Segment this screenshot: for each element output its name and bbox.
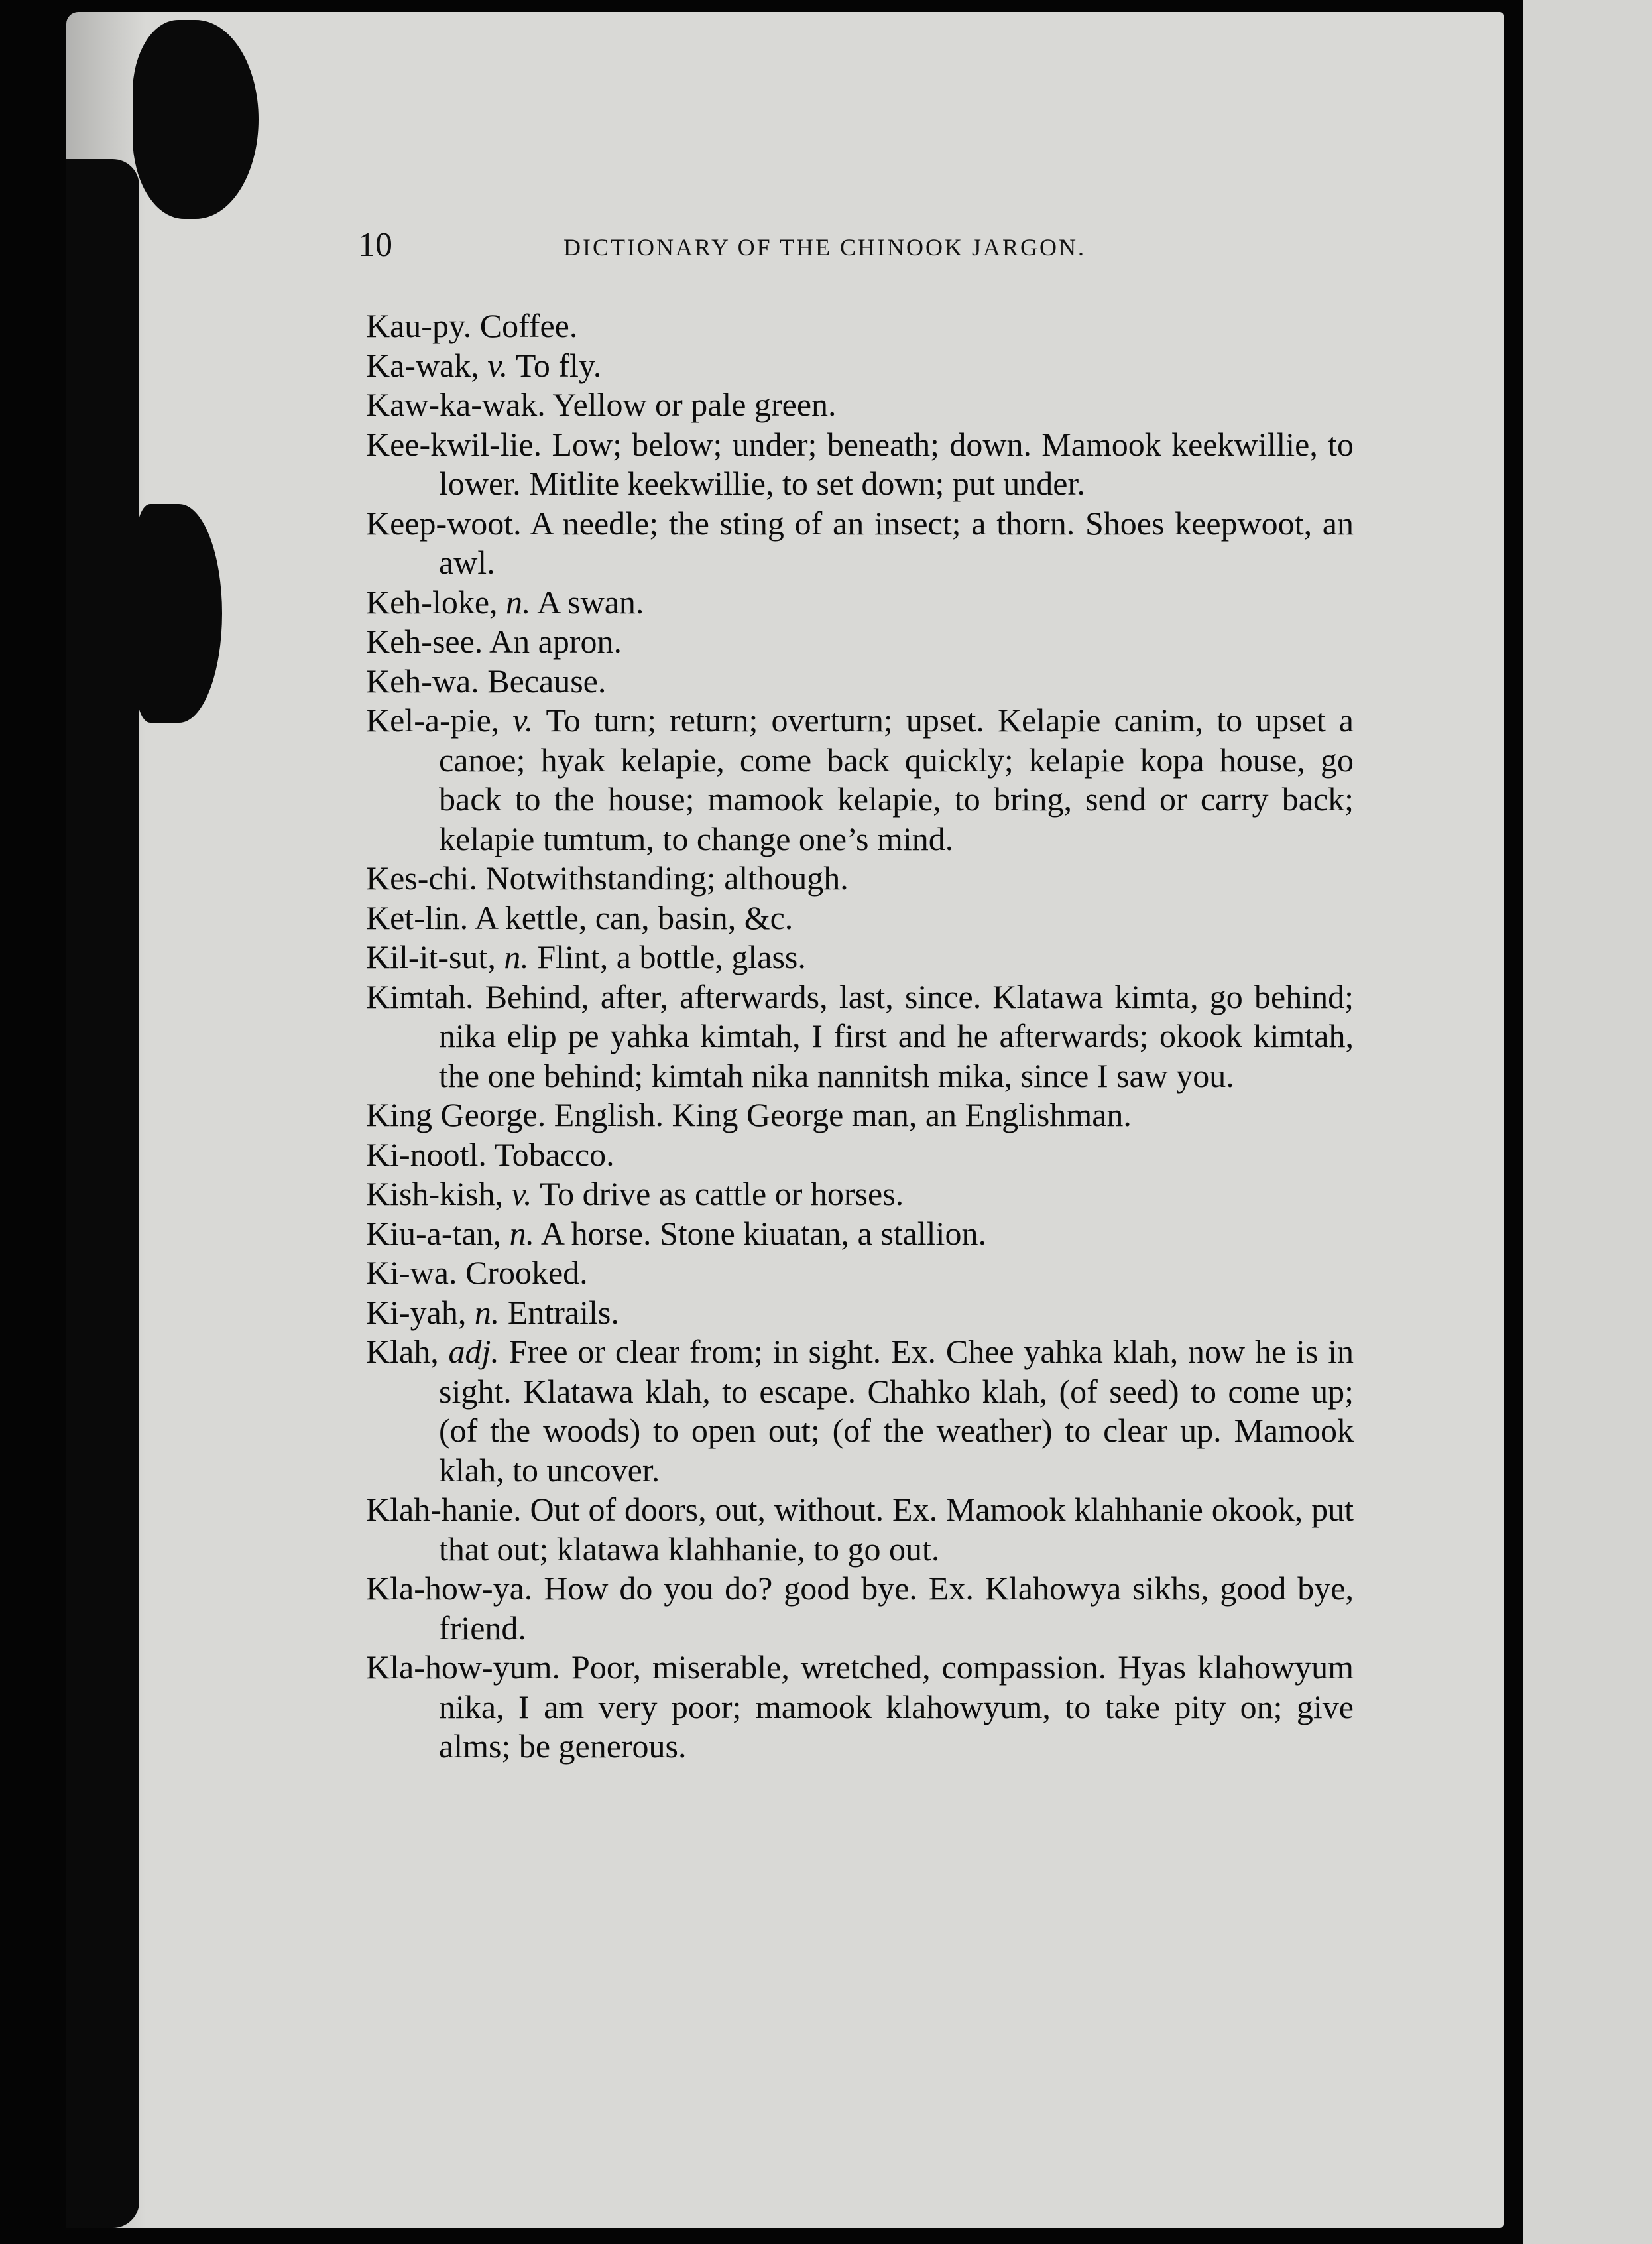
entry-definition: Flint, a bottle, glass. [537,938,806,975]
page-header [358,225,1213,279]
dictionary-entry [366,425,1354,504]
entry-headword: Klah, [366,1333,439,1370]
dictionary-entry [366,1095,1354,1135]
dictionary-entry [366,306,1354,346]
entry-part-of-speech: v. [511,1175,532,1212]
entry-definition: Out of doors, out, without. Ex. Mamook klahhanie okook, put that out; klatawa klahhanie, to go out. [439,1491,1354,1568]
entry-definition: Notwithstanding; although. [485,859,849,897]
running-title: DICTIONARY OF THE CHINOOK JARGON. [563,234,1087,261]
entry-headword: Keh-see. [366,623,483,660]
entry-headword: Ki-nootl. [366,1135,487,1173]
dictionary-entry [366,1648,1354,1767]
dictionary-entry [366,622,1354,662]
entry-part-of-speech: n. [509,1214,535,1252]
dictionary-entry [366,977,1354,1096]
entry-definition: How do you do? good bye. Ex. Klahowya sikhs, good bye, friend. [439,1570,1354,1647]
entry-headword: Klah-hanie. [366,1491,522,1528]
entry-definition: Free or clear from; in sight. Ex. Chee yahka klah, now he is in sight. Klatawa klah, to escape. Chahko klah, (of seed) to come up; (of the woods) to open out; (of the weather) to clear up. Mamook klah, to uncover. [439,1333,1354,1489]
entry-definition: English. King George man, an Englishman. [554,1096,1132,1133]
dictionary-entry [366,1174,1354,1214]
entry-part-of-speech: v. [487,346,508,384]
entry-headword: Ki-yah, [366,1293,467,1331]
dictionary-entry [366,1569,1354,1648]
dictionary-entry [366,899,1354,938]
entry-definition: Entrails. [507,1293,619,1331]
entry-definition: A kettle, can, basin, &c. [474,899,794,936]
entry-definition: Coffee. [479,307,578,344]
entry-headword: Keh-wa. [366,662,479,700]
entry-definition: A horse. Stone kiuatan, a stallion. [540,1214,986,1252]
dictionary-entries [366,306,1354,1767]
entry-definition: Tobacco. [494,1135,615,1173]
page-number: 10 [358,226,392,264]
entry-headword: Kil-it-sut, [366,938,496,975]
dictionary-entry [366,938,1354,977]
dictionary-entry [366,385,1354,425]
entry-part-of-speech: adj. [448,1333,499,1370]
dictionary-entry [366,1293,1354,1333]
entry-definition: To fly. [515,346,602,384]
entry-headword: Kes-chi. [366,859,477,897]
entry-definition: Poor, miserable, wretched, compassion. Hyas klahowyum nika, I am very poor; mamook klahowyum, to take pity on; give alms; be generous. [439,1649,1354,1765]
entry-headword: Kel-a-pie, [366,702,500,739]
dictionary-entry [366,1253,1354,1293]
dictionary-entry [366,859,1354,899]
entry-headword: Keep-woot. [366,504,522,542]
entry-definition: Crooked. [465,1254,588,1291]
dictionary-entry [366,662,1354,702]
dictionary-entry [366,1490,1354,1569]
entry-part-of-speech: n. [504,938,529,975]
entry-headword: Kaw-ka-wak. [366,386,546,423]
entry-part-of-speech: n. [506,583,531,621]
entry-definition: Yellow or pale green. [552,386,837,423]
entry-headword: Ket-lin. [366,899,469,936]
entry-headword: Keh-loke, [366,583,498,621]
entry-definition: Behind, after, afterwards, last, since. Klatawa kimta, go behind; nika elip pe yahka kimtah, I first and he afterwards; okook kimtah, the one behind; kimtah nika nannitsh mika, since I saw you. [439,977,1354,1094]
binding-strip [66,159,139,2228]
dictionary-entry [366,1332,1354,1490]
entry-definition: Low; below; under; beneath; down. Mamook keekwillie, to lower. Mitlite keekwillie, to set down; put under. [439,425,1354,502]
binding-blot-top [133,20,259,219]
entry-definition: A swan. [537,583,644,621]
entry-headword: Kimtah. [366,977,474,1015]
entry-part-of-speech: v. [512,702,534,739]
dictionary-entry [366,346,1354,386]
entry-headword: Kee-kwil-lie. [366,425,542,463]
entry-headword: Kau-py. [366,307,472,344]
book-gutter-shadow [1504,0,1523,2244]
entry-part-of-speech: n. [474,1293,500,1331]
entry-headword: Ki-wa. [366,1254,457,1291]
facing-page-edge [1523,0,1652,2244]
entry-definition: A needle; the sting of an insect; a thorn. Shoes keepwoot, an awl. [439,504,1354,581]
dictionary-entry [366,1214,1354,1254]
entry-headword: Kla-how-yum. [366,1649,560,1686]
binding-blot-middle [136,504,222,723]
entry-headword: Kiu-a-tan, [366,1214,502,1252]
entry-headword: Kla-how-ya. [366,1570,533,1607]
entry-definition: An apron. [489,623,622,660]
entry-definition: To turn; return; overturn; upset. Kelapie canim, to upset a canoe; hyak kelapie, come back quickly; kelapie kopa house, go back to the house; mamook kelapie, to bring, send or carry back; kelapie tumtum, to change one’s mind. [439,702,1354,857]
dictionary-entry [366,583,1354,623]
entry-headword: Kish-kish, [366,1175,503,1212]
dictionary-entry [366,701,1354,859]
entry-definition: To drive as cattle or horses. [540,1175,904,1212]
entry-headword: Ka-wak, [366,346,479,384]
entry-definition: Because. [487,662,607,700]
entry-headword: King George. [366,1096,546,1133]
dictionary-entry [366,1135,1354,1175]
dictionary-entry [366,504,1354,583]
